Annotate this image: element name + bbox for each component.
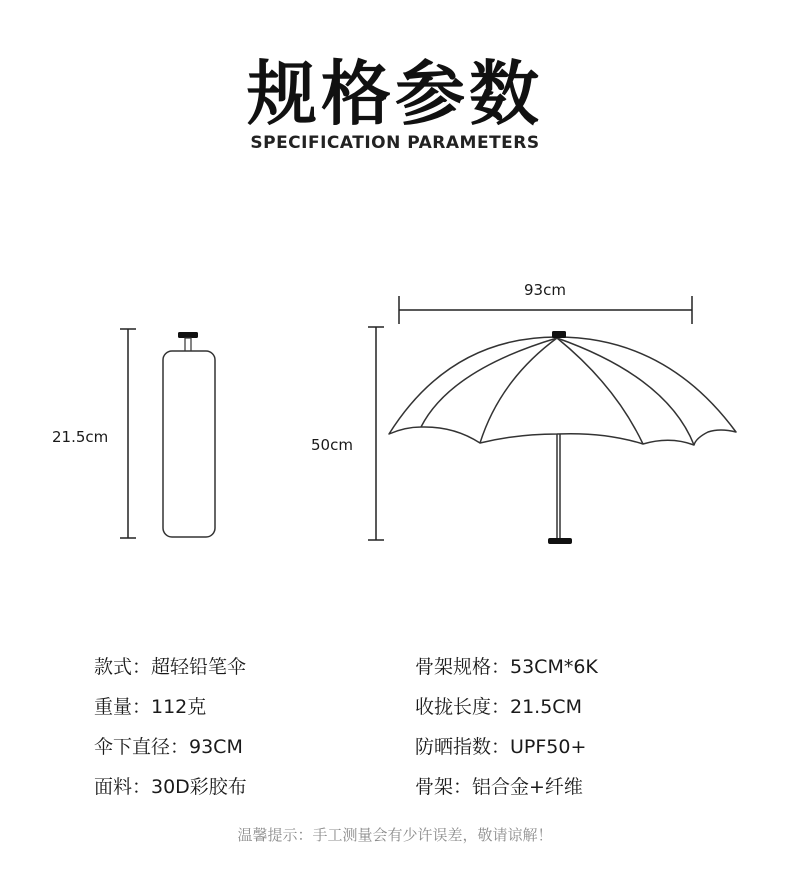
closed-height-label: 21.5cm (52, 428, 109, 446)
open-umbrella-icon (389, 331, 736, 544)
spec-diameter: 伞下直径：93CM (94, 736, 243, 758)
spec-frame-material: 骨架：铝合金+纤维 (415, 776, 583, 798)
spec-weight: 重量：112克 (94, 696, 207, 718)
spec-frame-size: 骨架规格：53CM*6K (415, 656, 598, 678)
open-height-dimension (368, 327, 384, 540)
open-width-dimension (399, 296, 692, 324)
spec-folded-length: 收拢长度：21.5CM (415, 696, 582, 718)
page-subtitle: SPECIFICATION PARAMETERS (250, 133, 540, 153)
spec-style: 款式：超轻铅笔伞 (94, 656, 247, 678)
spec-uv-index: 防晒指数：UPF50+ (415, 736, 587, 758)
closed-umbrella-icon (163, 332, 215, 537)
page-title: 规格参数 (247, 53, 543, 135)
open-width-label: 93cm (524, 281, 566, 299)
open-height-label: 50cm (311, 436, 353, 454)
closed-height-dimension (120, 329, 136, 538)
measurement-note: 温馨提示：手工测量会有少许误差，敬请谅解！ (237, 826, 553, 844)
spec-fabric: 面料：30D彩胶布 (94, 776, 247, 798)
